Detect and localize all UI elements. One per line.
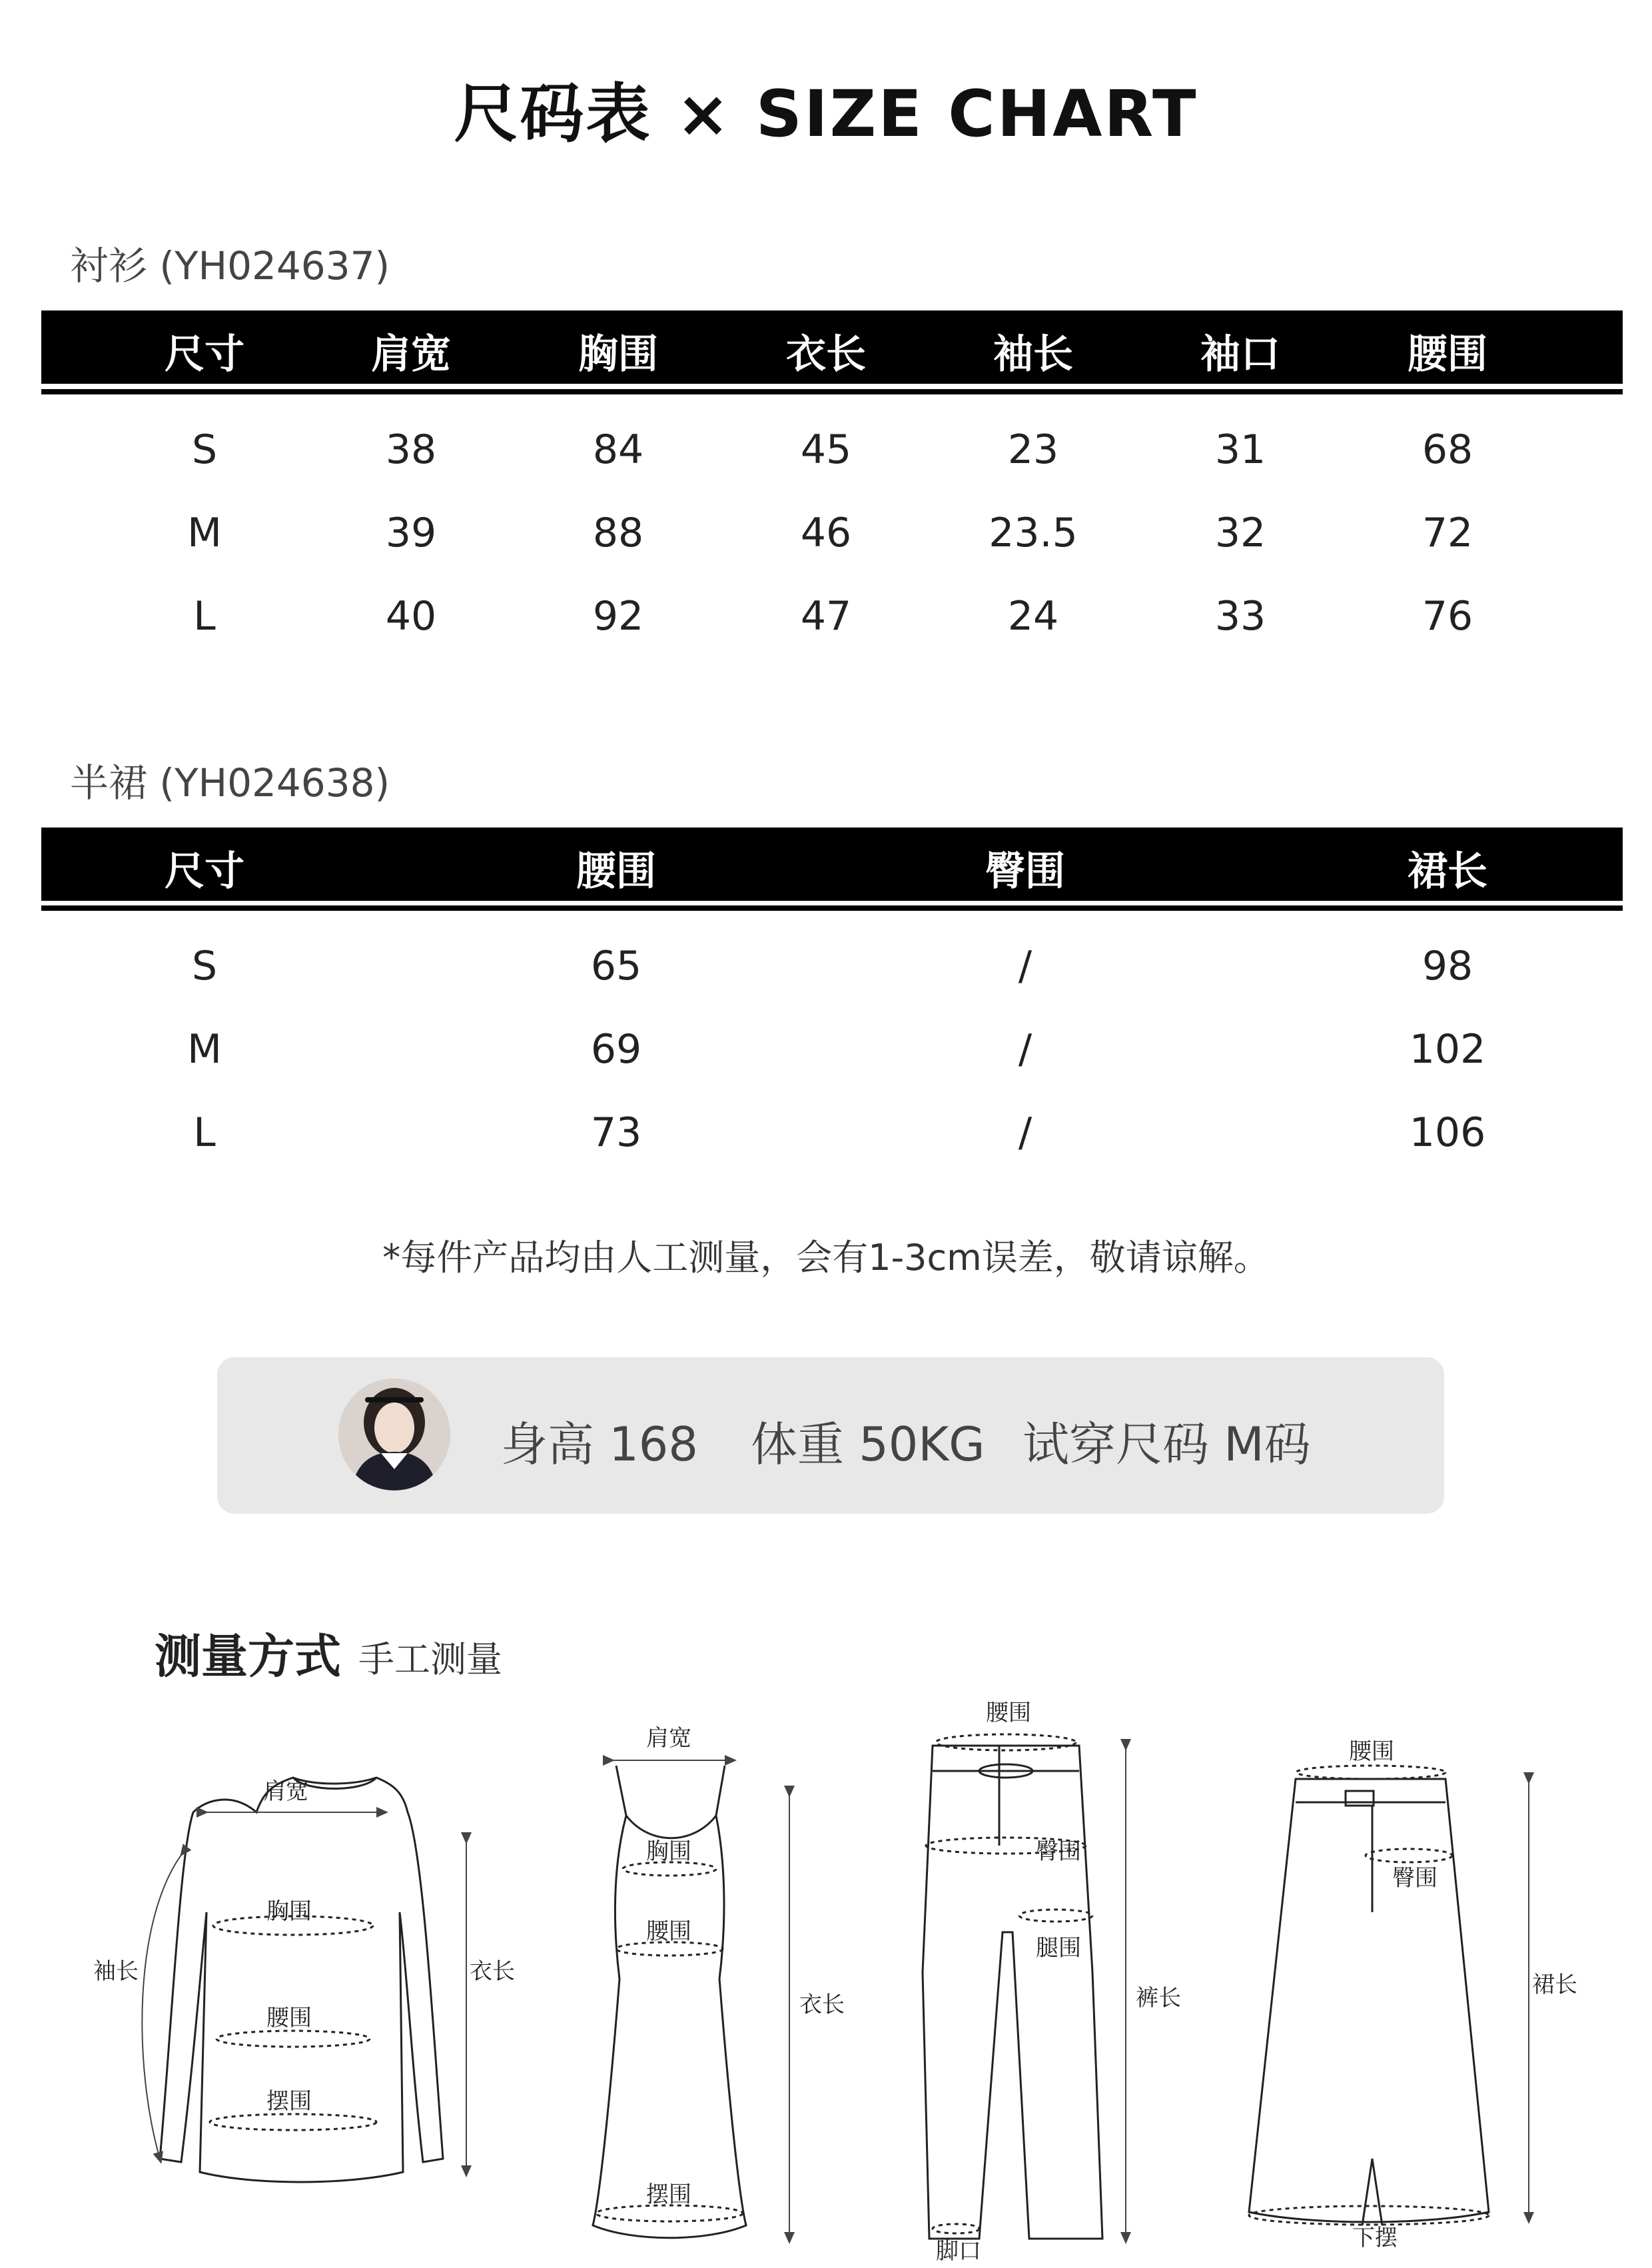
- pants-hip-label: 臀围: [1036, 1838, 1081, 1865]
- table-cell: 24: [1007, 593, 1059, 640]
- table-cell: 73: [590, 1109, 642, 1156]
- header-length: 衣长: [786, 331, 866, 378]
- table-cell: L: [193, 593, 216, 640]
- shirt-table-header: [41, 310, 1623, 384]
- table-cell: 106: [1409, 1109, 1486, 1156]
- table-cell: L: [193, 1109, 216, 1156]
- table-cell: /: [1018, 1026, 1032, 1073]
- table-cell: 33: [1214, 593, 1266, 640]
- pants-length-label: 裤长: [1136, 1985, 1181, 2011]
- table-cell: 32: [1214, 510, 1266, 556]
- pants-waist-label: 腰围: [986, 1700, 1031, 1726]
- measure-subtitle: 手工测量: [358, 1638, 502, 1680]
- top-diagram: [142, 1778, 466, 2182]
- skirt-header-rule: [41, 905, 1623, 911]
- skirt-waist-label: 腰围: [1349, 1738, 1394, 1765]
- model-weight: 体重 50KG: [751, 1417, 985, 1472]
- pants-thigh-label: 腿围: [1036, 1935, 1081, 1962]
- model-height: 身高 168: [501, 1417, 698, 1472]
- model-size: 试穿尺码 M码: [1023, 1417, 1311, 1472]
- table-cell: M: [187, 510, 222, 556]
- table-cell: S: [191, 943, 218, 989]
- skirt-table-header: [41, 828, 1623, 901]
- table-cell: 76: [1422, 593, 1473, 640]
- header-hip: 臀围: [985, 848, 1065, 895]
- top-chest-label: 胸围: [266, 1898, 312, 1925]
- header-shoulder: 肩宽: [371, 331, 451, 378]
- table-cell: 23.5: [989, 510, 1078, 556]
- table-cell: 69: [590, 1026, 642, 1073]
- skirt-section-label: 半裙 (YH024638): [70, 760, 390, 806]
- table-cell: 40: [385, 593, 437, 640]
- header-waist: 腰围: [576, 848, 656, 895]
- pants-diagram: [923, 1734, 1126, 2239]
- measurement-note: *每件产品均由人工测量，会有1-3cm误差，敬请谅解。: [382, 1237, 1270, 1279]
- skirt-hip-label: 臀围: [1392, 1865, 1438, 1892]
- dress-length-label: 衣长: [799, 1991, 845, 2018]
- table-cell: 45: [800, 426, 852, 473]
- dress-waist-label: 腰围: [646, 1918, 691, 1945]
- table-cell: 65: [590, 943, 642, 989]
- table-cell: 98: [1422, 943, 1473, 989]
- top-waist-label: 腰围: [266, 2005, 312, 2031]
- top-length-label: 衣长: [470, 1958, 515, 1985]
- top-shoulder-label: 肩宽: [263, 1778, 308, 1805]
- top-sleeve-label: 袖长: [93, 1958, 139, 1985]
- header-waist: 腰围: [1408, 331, 1487, 378]
- page-title: 尺码表 × SIZE CHART: [454, 77, 1198, 151]
- pants-leg-opening-label: 脚口: [936, 2238, 981, 2265]
- table-cell: 31: [1214, 426, 1266, 473]
- table-cell: 47: [800, 593, 852, 640]
- table-cell: 84: [592, 426, 644, 473]
- dress-diagram: [593, 1760, 789, 2239]
- table-cell: 72: [1422, 510, 1473, 556]
- header-skirt-length: 裙长: [1408, 848, 1487, 895]
- dress-hem-label: 摆围: [646, 2181, 691, 2208]
- table-cell: 46: [800, 510, 852, 556]
- table-cell: M: [187, 1026, 222, 1073]
- header-cuff: 袖口: [1200, 331, 1280, 378]
- shirt-header-rule: [41, 389, 1623, 394]
- skirt-hem-label: 下摆: [1352, 2225, 1398, 2251]
- table-cell: 68: [1422, 426, 1473, 473]
- measurement-diagrams: [0, 1692, 1652, 2268]
- skirt-length-label: 裙长: [1532, 1972, 1577, 1998]
- table-cell: S: [191, 426, 218, 473]
- table-cell: /: [1018, 943, 1032, 989]
- shirt-section-label: 衬衫 (YH024637): [70, 243, 390, 288]
- skirt-diagram: [1249, 1766, 1529, 2225]
- table-cell: 23: [1007, 426, 1059, 473]
- table-cell: 38: [385, 426, 437, 473]
- table-cell: 102: [1409, 1026, 1486, 1073]
- top-hem-label: 摆围: [266, 2088, 312, 2115]
- header-size: 尺寸: [165, 331, 244, 378]
- header-chest: 胸围: [578, 331, 658, 378]
- model-avatar: [338, 1379, 450, 1490]
- header-sleeve: 袖长: [993, 331, 1073, 378]
- table-cell: /: [1018, 1109, 1032, 1156]
- table-cell: 39: [385, 510, 437, 556]
- dress-chest-label: 胸围: [646, 1838, 691, 1865]
- table-cell: 88: [592, 510, 644, 556]
- measure-title: 测量方式: [155, 1629, 341, 1684]
- dress-shoulder-label: 肩宽: [646, 1725, 691, 1752]
- header-size: 尺寸: [165, 848, 244, 895]
- table-cell: 92: [592, 593, 644, 640]
